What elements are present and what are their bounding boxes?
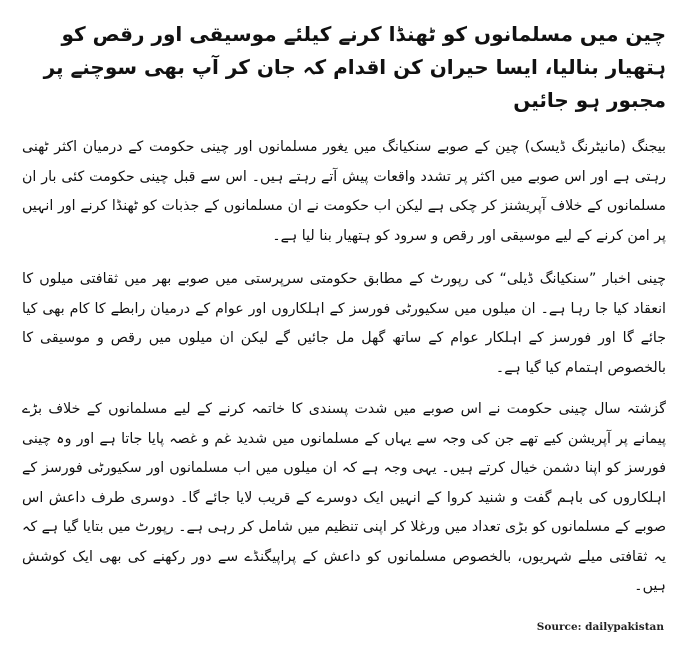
article-paragraph-2: چینی اخبار ”سنکیانگ ڈیلی“ کی رپورٹ کے مطابق حکومتی سرپرستی میں صوبے بھر میں ثقافتی میلوں کا انعقاد کیا جا رہا ہے۔ ان میلوں میں سکیورٹی فورسز کے اہلکاروں اور عوام کے درمیان رابطے کا کام بھی کیا جائے گا اور فورسز کے اہلکار عوام کے ساتھ گھل مل جائیں گے لیکن ان میلوں میں رقص و موسیقی کا بالخصوص اہتمام کیا گیا ہے۔ — [22, 271, 666, 376]
article-paragraph-3: گزشتہ سال چینی حکومت نے اس صوبے میں شدت پسندی کا خاتمہ کرنے کے لیے مسلمانوں کے خلاف بڑے پیمانے پر آپریشن کیے تھے جن کی وجہ سے یہاں کے مسلمانوں میں شدید غم و غصہ پایا جاتا ہے اور وہ چینی فورسز کو اپنا دشمن خیال کرتے ہیں۔ یہی وجہ ہے کہ ان میلوں میں اب مسلمانوں اور سکیورٹی فورسز کے اہلکاروں کی باہم گفت و شنید کروا کے انہیں ایک دوسرے کے قریب لایا جائے گا۔ دوسری طرف داعش اس صوبے کے مسلمانوں کو بڑی تعداد میں ورغلا کر اپنی تنظیم میں شامل کر رہی ہے۔ رپورٹ میں بتایا گیا ہے کہ یہ ثقافتی میلے شہریوں، بالخصوص مسلمانوں کو داعش کے پراپیگنڈے سے دور رکھنے کی بھی ایک کوشش ہیں۔ — [22, 401, 666, 594]
source-credit: Source: dailypakistan — [536, 621, 664, 633]
article-paragraph-1: بیجنگ (مانیٹرنگ ڈیسک) چین کے صوبے سنکیانگ میں یغور مسلمانوں اور چینی حکومت کے درمیان اکثر ٹھنی رہتی ہے اور اس صوبے میں اکثر پر تشدد واقعات پیش آتے رہتے ہیں۔ اس سے قبل چینی حکومت کئی بار ان مسلمانوں کے خلاف آپریشنز کر چکی ہے لیکن اب حکومت نے ان مسلمانوں کے جذبات کو ٹھنڈا کرنے اور انہیں پر امن کرنے کے لیے موسیقی اور رقص و سرود کو ہتھیار بنا لیا ہے۔ — [22, 139, 666, 244]
article-headline: چین میں مسلمانوں کو ٹھنڈا کرنے کیلئے موسیقی اور رقص کو ہتھیار بنالیا، ایسا حیران کن اقدام کہ جان کر آپ بھی سوچنے پر مجبور ہو جائیں — [43, 22, 666, 112]
